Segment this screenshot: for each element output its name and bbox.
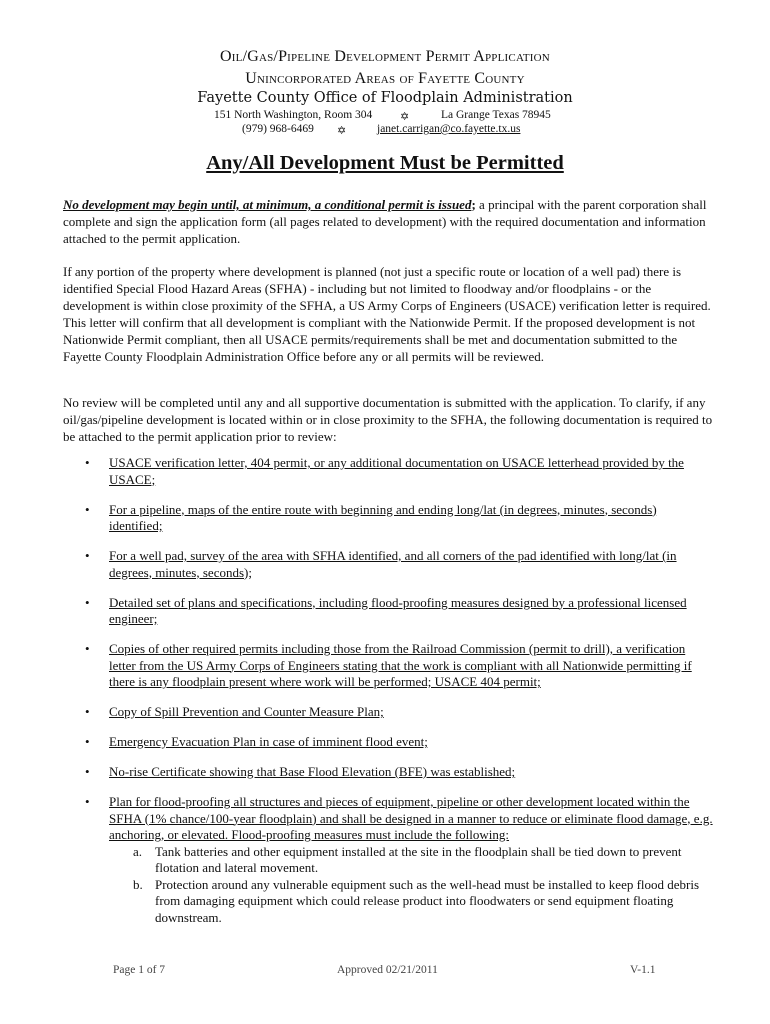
requirements-list bbox=[63, 455, 713, 940]
bullet-icon: • bbox=[85, 455, 90, 470]
list-item: • No-rise Certificate showing that Base Flood Elevation (BFE) was established; bbox=[85, 764, 516, 779]
intro-lead-punct: ; bbox=[471, 197, 476, 212]
review-paragraph: No review will be completed until any and all supportive documentation is submitted with the application. To clarify, if any oil/gas/pipeline development is located within or in close proximity to the SFHA, the following documentation is required to be attached to the permit application prior to review: bbox=[63, 395, 713, 444]
list-item: • Copies of other required permits including those from the Railroad Commission (permit to drill), a verification letter from the US Army Corps of Engineers stating that the work is compliant with all Nationwide permitting if there is any floodplain present where work will be performed; USACE 404 permit; bbox=[85, 641, 692, 689]
sub-list-item: b. Protection around any vulnerable equipment such as the well-head must be installed to keep flood debris from damaging equipment which could release product into floodwaters or send equipment floating downstream. bbox=[133, 876, 700, 925]
list-item: • Copy of Spill Prevention and Counter Measure Plan; bbox=[85, 704, 384, 719]
phone-number: (979) 968-6469 bbox=[242, 123, 314, 135]
email-link[interactable]: janet.carrigan@co.fayette.tx.us bbox=[377, 123, 521, 135]
bullet-icon: • bbox=[85, 734, 90, 749]
intro-rest: a principal with the parent corporation shall complete and sign the application form (all pages related to development) with the required documentation and information attached to the permit application. bbox=[63, 197, 707, 246]
bullet-icon: • bbox=[85, 594, 90, 610]
version-label: V-1.1 bbox=[630, 964, 656, 976]
form-title: Oil/Gas/Pipeline Development Permit Application bbox=[220, 48, 550, 65]
intro-paragraph bbox=[63, 196, 713, 247]
office-name: Fayette County Office of Floodplain Administration bbox=[197, 90, 573, 106]
sfha-paragraph: If any portion of the property where development is planned (not just a specific route or location of a well pad) there is identified Special Flood Hazard Areas (SFHA) - including but not limited to floodway and/or floodplains - or the development is within close proximity of the SFHA, a US Army Corps of Engineers (USACE) verification letter is required. This letter will confirm that all development is compliant with the Nationwide Permit. If the proposed development is not Nationwide Permit compliant, then all USACE permits/requirements shall be met and documentation submitted to the Fayette County Floodplain Administration Office before any or all permits will be reviewed. bbox=[63, 264, 711, 364]
sub-list-item: a. Tank batteries and other equipment installed at the site in the floodplain shall be tied down to prevent flotation and lateral movement. bbox=[133, 843, 682, 875]
separator-icon: ✡ bbox=[337, 125, 347, 137]
page-number: Page 1 of 7 bbox=[113, 964, 166, 976]
bullet-icon: • bbox=[85, 794, 90, 809]
bullet-icon: • bbox=[85, 764, 90, 779]
list-item: • For a pipeline, maps of the entire route with beginning and ending long/lat (in degrees, minutes, seconds) identified; bbox=[85, 501, 657, 533]
city-state-zip: La Grange Texas 78945 bbox=[441, 109, 551, 121]
bullet-icon: • bbox=[85, 704, 90, 719]
separator-icon: ✡ bbox=[400, 111, 410, 123]
list-item: • Detailed set of plans and specifications, including flood-proofing measures designed by a professional licensed engineer; bbox=[85, 594, 687, 626]
intro-lead: No development may begin until, at minimum, a conditional permit is issued bbox=[63, 197, 472, 212]
list-item: • Emergency Evacuation Plan in case of imminent flood event; bbox=[85, 734, 428, 749]
street-address: 151 North Washington, Room 304 bbox=[214, 109, 373, 121]
section-heading: Any/All Development Must be Permitted bbox=[206, 152, 564, 174]
flood-proofing-text: Plan for flood-proofing all structures and pieces of equipment, pipeline or other development located within the SFHA (1% chance/100-year floodplain) and shall be designed in a manner to reduce or eliminate flood damage, e.g. anchoring, or elevated. Flood-proofing measures must include the following: bbox=[109, 794, 713, 842]
approval-date: Approved 02/21/2011 bbox=[337, 964, 438, 976]
list-item: • For a well pad, survey of the area with SFHA identified, and all corners of the pad identified with long/lat (in degrees, minutes, seconds); bbox=[85, 548, 677, 580]
bullet-icon: • bbox=[85, 641, 90, 656]
form-subtitle: Unincorporated Areas of Fayette County bbox=[245, 70, 525, 87]
list-item bbox=[63, 794, 713, 926]
bullet-icon: • bbox=[85, 548, 90, 563]
bullet-icon: • bbox=[85, 501, 90, 517]
flood-proofing-sublist bbox=[109, 844, 713, 927]
list-item: • USACE verification letter, 404 permit, or any additional documentation on USACE letterhead provided by the USACE; bbox=[85, 455, 684, 487]
